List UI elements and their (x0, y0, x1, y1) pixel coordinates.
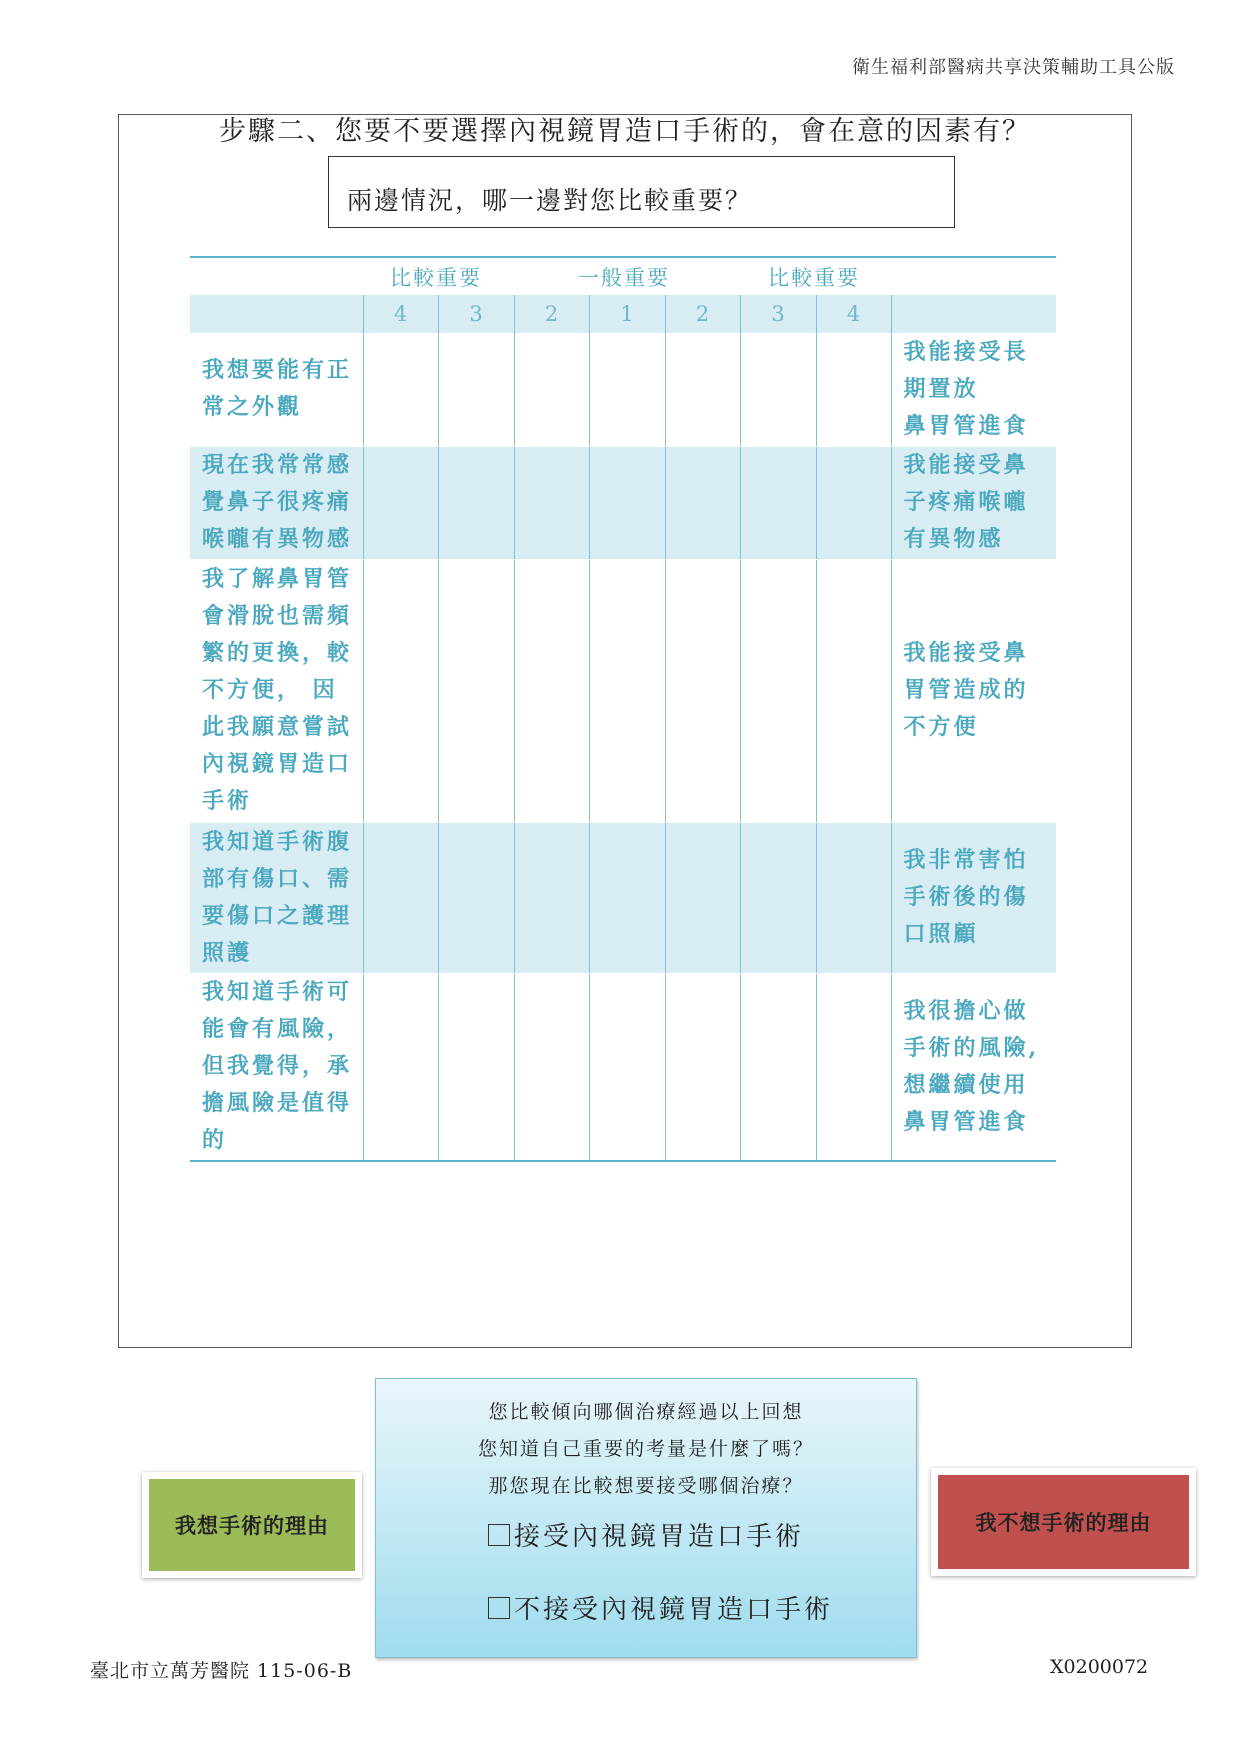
rating-cell[interactable] (665, 973, 740, 1161)
rating-cell[interactable] (740, 333, 816, 446)
row-right-statement: 我能接受長期置放 鼻胃管進食 (891, 333, 1056, 446)
table-row (190, 822, 1056, 973)
scale-number-row (190, 295, 1056, 333)
rating-cell[interactable] (514, 973, 589, 1161)
rating-cell[interactable] (665, 333, 740, 446)
scale-blank-right (891, 295, 1056, 333)
decision-prompt-line: 您比較傾向哪個治療經過以上回想 (488, 1401, 804, 1423)
scale-header-middle: 一般重要 (578, 266, 670, 290)
rating-cell[interactable] (740, 973, 816, 1161)
rating-cell[interactable] (816, 973, 891, 1161)
rating-cell[interactable] (740, 559, 816, 822)
row-left-statement: 我了解鼻胃管會滑脫也需頻繁的更換，較不方便， 因此我願意嘗試內視鏡胃造口手術 (190, 559, 363, 822)
rating-cell[interactable] (665, 446, 740, 559)
checkbox-icon[interactable] (488, 1524, 510, 1546)
row-left-statement: 現在我常常感覺鼻子很疼痛喉嚨有異物感 (190, 446, 363, 559)
option-reject-surgery[interactable] (488, 1589, 833, 1626)
rating-cell[interactable] (438, 446, 514, 559)
scale-number: 3 (740, 295, 816, 333)
rating-cell[interactable] (363, 333, 438, 446)
table-top-rule (190, 256, 1056, 258)
decision-prompt-line: 您知道自己重要的考量是什麼了嗎？ (477, 1438, 814, 1460)
checkbox-icon[interactable] (488, 1597, 510, 1619)
scale-number: 2 (514, 295, 589, 333)
row-right-statement: 我非常害怕手術後的傷口照顧 (891, 822, 1056, 973)
scale-header-left: 比較重要 (390, 266, 482, 290)
rating-cell[interactable] (514, 559, 589, 822)
rating-cell[interactable] (514, 822, 589, 973)
not-want-surgery-reason-button[interactable] (931, 1468, 1196, 1576)
row-left-statement: 我想要能有正常之外觀 (190, 333, 363, 446)
row-left-statement: 我知道手術腹部有傷口、需要傷口之護理照護 (190, 822, 363, 973)
option-accept-surgery[interactable] (488, 1516, 804, 1553)
want-surgery-reason-label: 我想手術的理由 (149, 1479, 355, 1571)
table-row (190, 559, 1056, 822)
rating-cell[interactable] (589, 973, 665, 1161)
rating-cell[interactable] (665, 559, 740, 822)
decision-prompt-line: 那您現在比較想要接受哪個治療？ (488, 1475, 804, 1497)
scale-number: 3 (438, 295, 514, 333)
option-accept-label: 接受內視鏡胃造口手術 (514, 1522, 805, 1552)
rating-cell[interactable] (363, 973, 438, 1161)
rating-cell[interactable] (438, 973, 514, 1161)
decision-box (375, 1378, 917, 1658)
scale-number: 4 (363, 295, 438, 333)
rating-cell[interactable] (363, 559, 438, 822)
row-right-statement: 我很擔心做手術的風險,想繼續使用鼻胃管進食 (891, 973, 1056, 1161)
rating-cell[interactable] (589, 559, 665, 822)
scale-number: 2 (665, 295, 740, 333)
rating-cell[interactable] (363, 822, 438, 973)
rating-cell[interactable] (589, 333, 665, 446)
rating-cell[interactable] (438, 333, 514, 446)
step-title: 步驟二、您要不要選擇內視鏡胃造口手術的，會在意的因素有？ (219, 116, 1031, 147)
rating-cell[interactable] (665, 822, 740, 973)
rating-cell[interactable] (438, 559, 514, 822)
rating-cell[interactable] (816, 822, 891, 973)
rating-cell[interactable] (514, 446, 589, 559)
footer-hospital-code: 臺北市立萬芳醫院 115-06-B (90, 1660, 353, 1682)
option-reject-label: 不接受內視鏡胃造口手術 (514, 1595, 834, 1625)
table-row (190, 446, 1056, 559)
row-right-statement: 我能接受鼻子疼痛喉嚨有異物感 (891, 446, 1056, 559)
preference-table (190, 295, 1056, 1162)
rating-cell[interactable] (589, 822, 665, 973)
rating-cell[interactable] (438, 822, 514, 973)
rating-cell[interactable] (514, 333, 589, 446)
rating-cell[interactable] (816, 559, 891, 822)
rating-cell[interactable] (363, 446, 438, 559)
scale-header-right: 比較重要 (768, 266, 860, 290)
rating-cell[interactable] (816, 446, 891, 559)
row-right-statement: 我能接受鼻胃管造成的不方便 (891, 559, 1056, 822)
table-row (190, 333, 1056, 446)
footer-document-id: X0200072 (1050, 1656, 1149, 1678)
rating-cell[interactable] (740, 446, 816, 559)
rating-cell[interactable] (816, 333, 891, 446)
scale-number: 1 (589, 295, 665, 333)
rating-cell[interactable] (589, 446, 665, 559)
question-box: 兩邊情況，哪一邊對您比較重要？ (328, 156, 955, 228)
rating-cell[interactable] (740, 822, 816, 973)
not-want-surgery-reason-label: 我不想手術的理由 (938, 1475, 1189, 1569)
want-surgery-reason-button[interactable] (142, 1472, 362, 1578)
row-left-statement: 我知道手術可能會有風險，但我覺得，承擔風險是值得的 (190, 973, 363, 1161)
scale-blank-left (190, 295, 363, 333)
header-note: 衛生福利部醫病共享決策輔助工具公版 (852, 57, 1175, 78)
table-row (190, 973, 1056, 1161)
scale-number: 4 (816, 295, 891, 333)
